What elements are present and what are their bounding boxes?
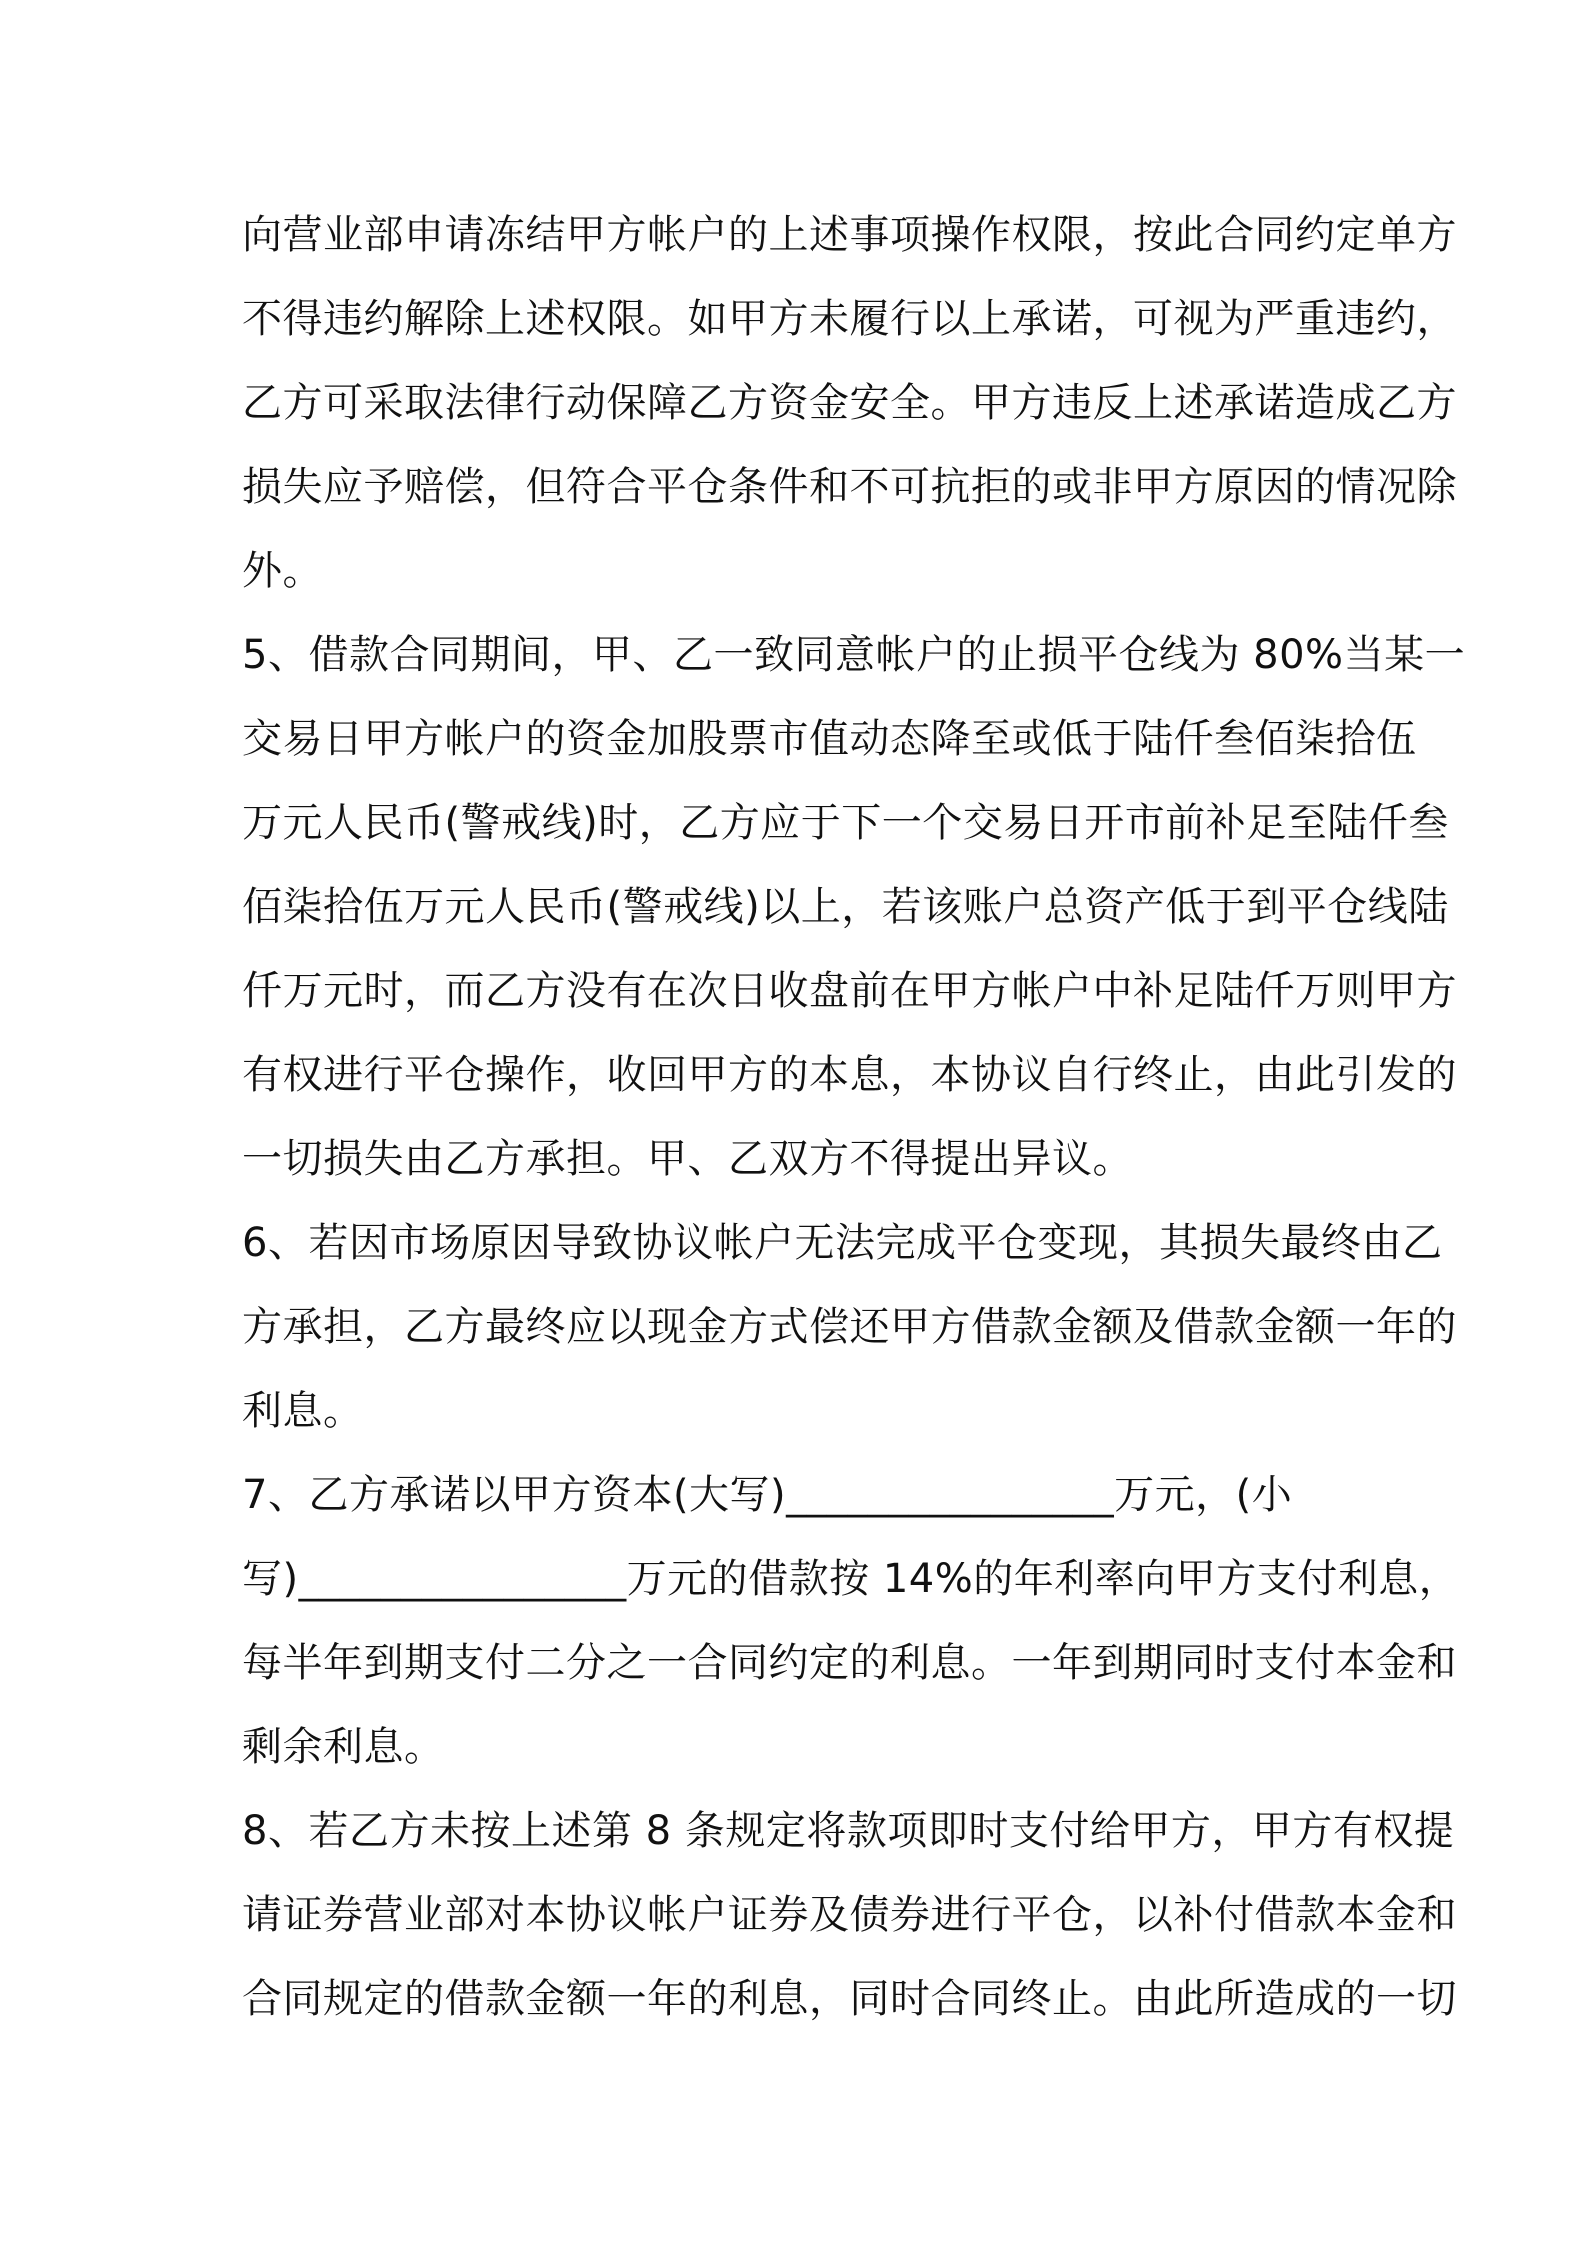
- clause-8-line: 8、若乙方未按上述第 8 条规定将款项即时支付给甲方，甲方有权提: [242, 1808, 1455, 1854]
- text-line: 一切损失由乙方承担。甲、乙双方不得提出异议。: [242, 1136, 1133, 1182]
- text-line: 合同规定的借款金额一年的利息，同时合同终止。由此所造成的一切: [242, 1976, 1457, 2022]
- text-line: 利息。: [242, 1388, 364, 1434]
- text-line: 乙方可采取法律行动保障乙方资金安全。甲方违反上述承诺造成乙方: [242, 380, 1457, 426]
- text-line: 损失应予赔偿，但符合平仓条件和不可抗拒的或非甲方原因的情况除: [242, 464, 1457, 510]
- text-line: 剩余利息。: [242, 1724, 445, 1770]
- text-line: 方承担，乙方最终应以现金方式偿还甲方借款金额及借款金额一年的: [242, 1304, 1457, 1350]
- text-line: 写)________________万元的借款按 14%的年利率向甲方支付利息，: [242, 1556, 1460, 1602]
- text-line: 有权进行平仓操作，收回甲方的本息，本协议自行终止，由此引发的: [242, 1052, 1457, 1098]
- text-line: 向营业部申请冻结甲方帐户的上述事项操作权限，按此合同约定单方: [242, 212, 1457, 258]
- text-line: 交易日甲方帐户的资金加股票市值动态降至或低于陆仟叁佰柒拾伍: [242, 716, 1417, 762]
- clause-5-line: 5、借款合同期间，甲、乙一致同意帐户的止损平仓线为 80%当某一: [242, 632, 1466, 678]
- clause-7-line: 7、乙方承诺以甲方资本(大写)________________万元，(小: [242, 1472, 1293, 1518]
- text-line: 每半年到期支付二分之一合同约定的利息。一年到期同时支付本金和: [242, 1640, 1457, 1686]
- text-line: 仟万元时，而乙方没有在次日收盘前在甲方帐户中补足陆仟万则甲方: [242, 968, 1457, 1014]
- text-line: 万元人民币(警戒线)时，乙方应于下一个交易日开市前补足至陆仟叁: [242, 800, 1449, 846]
- text-line: 佰柒拾伍万元人民币(警戒线)以上，若该账户总资产低于到平仓线陆: [242, 884, 1449, 930]
- document-body: [242, 193, 1466, 2041]
- clause-6-line: 6、若因市场原因导致协议帐户无法完成平仓变现，其损失最终由乙: [242, 1220, 1443, 1266]
- text-line: 外。: [242, 548, 323, 594]
- text-line: 不得违约解除上述权限。如甲方未履行以上承诺，可视为严重违约，: [242, 296, 1457, 342]
- text-line: 请证券营业部对本协议帐户证券及债券进行平仓，以补付借款本金和: [242, 1892, 1457, 1938]
